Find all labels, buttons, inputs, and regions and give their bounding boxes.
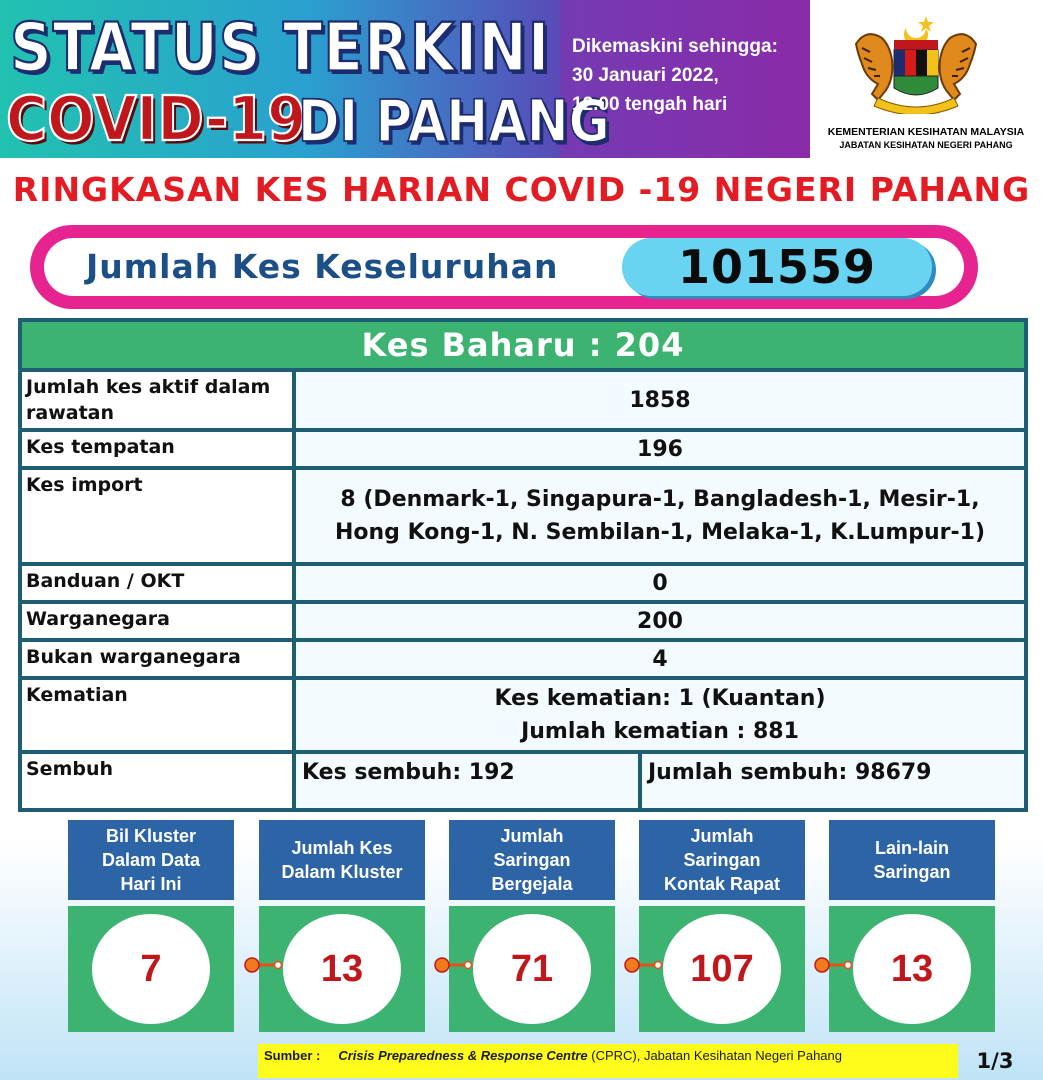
stat-circle bbox=[853, 914, 971, 1024]
connector-icon bbox=[624, 957, 664, 973]
table-row bbox=[22, 566, 1024, 600]
connector-icon bbox=[434, 957, 474, 973]
stat-circle bbox=[92, 914, 210, 1024]
row-value bbox=[296, 372, 1024, 428]
total-cases-pill bbox=[30, 225, 978, 309]
row-value bbox=[296, 680, 1024, 750]
row-value-text: 0 bbox=[652, 570, 668, 596]
stat-label-line: Kontak Rapat bbox=[663, 874, 780, 894]
stat-label bbox=[639, 820, 805, 900]
row-label: Bukan warganegara bbox=[22, 642, 292, 676]
malaysia-coat-of-arms-icon bbox=[848, 14, 984, 114]
source-org: Crisis Preparedness & Response Centre bbox=[338, 1048, 588, 1063]
new-cases-header: Kes Baharu : 204 bbox=[22, 322, 1024, 368]
row-value bbox=[296, 642, 1024, 676]
title-status-terkini: STATUS TERKINI bbox=[10, 8, 551, 87]
stat-label-line: Hari Ini bbox=[120, 874, 182, 894]
row-value-text: 1858 bbox=[629, 387, 691, 413]
stat-label-line: Bil Kluster bbox=[105, 826, 197, 846]
stat-clusters-today bbox=[68, 820, 234, 1032]
row-value bbox=[296, 470, 1024, 562]
row-value bbox=[296, 566, 1024, 600]
stat-value: 13 bbox=[320, 948, 364, 990]
stat-label-line: Jumlah bbox=[690, 826, 754, 846]
table-row bbox=[22, 372, 1024, 428]
row-label: Sembuh bbox=[22, 754, 292, 808]
row-value-text: 200 bbox=[637, 608, 683, 634]
stat-label-line: Saringan bbox=[873, 862, 951, 882]
stat-circle bbox=[473, 914, 591, 1024]
stat-label bbox=[449, 820, 615, 900]
stat-label-line: Saringan bbox=[493, 850, 571, 870]
page-heading: RINGKASAN KES HARIAN COVID -19 NEGERI PAHANG bbox=[12, 170, 1031, 209]
total-cases-value: 101559 bbox=[677, 240, 877, 294]
stat-label-line: Dalam Data bbox=[101, 850, 201, 870]
stat-label-line: Dalam Kluster bbox=[281, 862, 403, 882]
row-value-line1: Kes kematian: 1 (Kuantan) bbox=[494, 686, 826, 711]
table-row bbox=[22, 754, 1024, 808]
stat-symptomatic-screening bbox=[449, 820, 615, 1032]
stat-label-line: Saringan bbox=[683, 850, 761, 870]
connector-icon bbox=[814, 957, 854, 973]
ministry-label bbox=[812, 126, 1040, 151]
total-cases-label: Jumlah Kes Keseluruhan bbox=[86, 247, 559, 286]
table-row bbox=[22, 642, 1024, 676]
table-row bbox=[22, 470, 1024, 562]
stat-value: 13 bbox=[890, 948, 934, 990]
stat-label-line: Lain-lain bbox=[874, 838, 949, 858]
row-value bbox=[296, 604, 1024, 638]
row-label: Kematian bbox=[22, 680, 292, 750]
table-row bbox=[22, 680, 1024, 750]
row-value-text: 4 bbox=[652, 646, 668, 672]
stat-label-line: Bergejala bbox=[491, 874, 573, 894]
stat-label bbox=[829, 820, 995, 900]
stat-label-line: Jumlah Kes bbox=[291, 838, 393, 858]
stat-close-contact-screening bbox=[639, 820, 805, 1032]
row-value-line2: Jumlah kematian : 881 bbox=[521, 719, 799, 744]
row-value bbox=[296, 754, 1024, 808]
row-value bbox=[296, 432, 1024, 466]
header-banner bbox=[0, 0, 810, 158]
row-label: Banduan / OKT bbox=[22, 566, 292, 600]
recovered-total: Jumlah sembuh: 98679 bbox=[642, 754, 1024, 808]
stat-value: 107 bbox=[690, 948, 754, 990]
source-rest: (CPRC), Jabatan Kesihatan Negeri Pahang bbox=[587, 1048, 842, 1063]
stat-cluster-cases bbox=[259, 820, 425, 1032]
title-di-pahang: DI PAHANG bbox=[298, 88, 610, 155]
total-cases-inner bbox=[44, 238, 964, 296]
stat-box bbox=[68, 906, 234, 1032]
total-cases-value-box bbox=[622, 238, 932, 296]
stat-label bbox=[259, 820, 425, 900]
source-label: Sumber : bbox=[264, 1048, 321, 1063]
stat-label bbox=[68, 820, 234, 900]
update-date: 30 Januari 2022, bbox=[572, 65, 719, 86]
row-label: Warganegara bbox=[22, 604, 292, 638]
update-label: Dikemaskini sehingga: bbox=[572, 36, 778, 57]
row-label: Kes tempatan bbox=[22, 432, 292, 466]
row-label: Kes import bbox=[22, 470, 292, 562]
stat-circle bbox=[663, 914, 781, 1024]
row-value-line1: 8 (Denmark-1, Singapura-1, Bangladesh-1, Mesir-1, bbox=[340, 487, 980, 512]
source-note bbox=[258, 1044, 958, 1078]
stat-value: 7 bbox=[140, 948, 162, 990]
stat-value: 71 bbox=[510, 948, 554, 990]
stat-other-screening bbox=[829, 820, 995, 1032]
stat-label-line: Jumlah bbox=[500, 826, 564, 846]
daily-cases-table bbox=[18, 318, 1028, 812]
title-covid19: COVID-19 bbox=[6, 84, 307, 156]
connector-icon bbox=[244, 957, 284, 973]
row-value-text: 196 bbox=[637, 436, 683, 462]
stat-circle bbox=[283, 914, 401, 1024]
update-time: 12.00 tengah hari bbox=[572, 94, 728, 115]
department-name: JABATAN KESIHATAN NEGERI PAHANG bbox=[839, 140, 1013, 150]
row-label: Jumlah kes aktif dalam rawatan bbox=[22, 372, 292, 428]
ministry-name: KEMENTERIAN KESIHATAN MALAYSIA bbox=[827, 126, 1025, 138]
row-value-line2: Hong Kong-1, N. Sembilan-1, Melaka-1, K.Lumpur-1) bbox=[334, 520, 986, 545]
page-number: 1/3 bbox=[976, 1049, 1014, 1073]
table-row bbox=[22, 604, 1024, 638]
recovered-today: Kes sembuh: 192 bbox=[296, 754, 638, 808]
update-info bbox=[572, 32, 807, 119]
table-row bbox=[22, 432, 1024, 466]
